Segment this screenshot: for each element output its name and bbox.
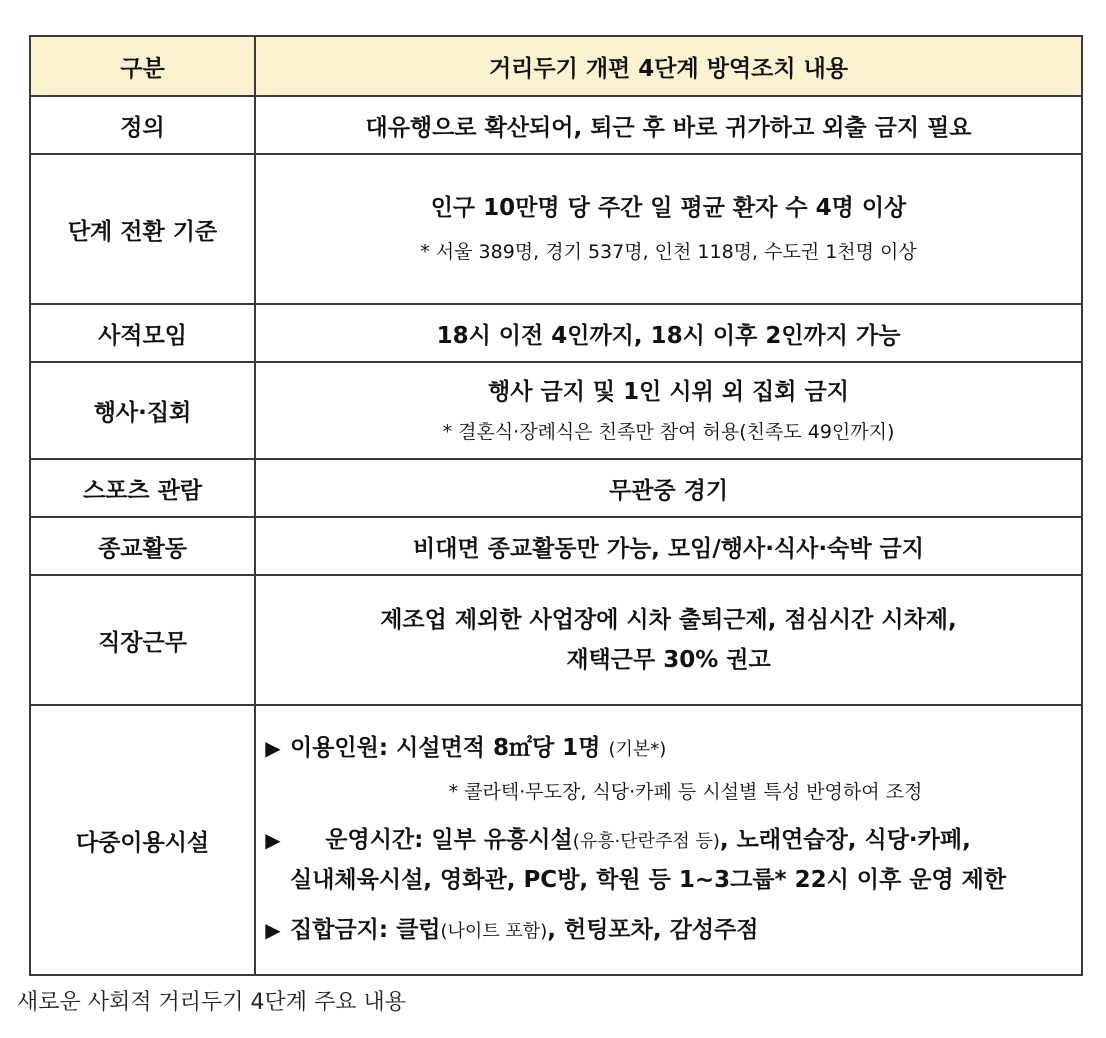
table-row (30, 705, 1082, 975)
row-label-facilities: 다중이용시설 (30, 705, 255, 975)
row-content-workplace (255, 575, 1082, 705)
row-content-events (255, 362, 1082, 459)
workplace-line-2: 재택근무 30% 권고 (566, 647, 771, 673)
row-content-criteria (255, 154, 1082, 304)
triangle-bullet-icon: ▶ (265, 918, 281, 942)
row-label-criteria: 단계 전환 기준 (30, 154, 255, 304)
row-content-religion: 비대면 종교활동만 가능, 모임/행사·식사·숙박 금지 (255, 517, 1082, 575)
triangle-bullet-icon: ▶ (265, 828, 281, 852)
image-caption: 새로운 사회적 거리두기 4단계 주요 내용 (17, 990, 406, 1015)
row-label-workplace: 직장근무 (30, 575, 255, 705)
table-row (30, 96, 1082, 154)
capacity-note: * 콜라텍·무도장, 식당·카페 등 시설별 특성 반영하여 조정 (448, 781, 923, 803)
events-note: * 결혼식·장례식은 친족만 참여 허용(친족도 49인까지) (442, 420, 895, 443)
table-row (30, 154, 1082, 304)
header-content-cell (255, 36, 1082, 96)
table-header-row (30, 36, 1082, 96)
workplace-line-1: 제조업 제외한 사업장에 시차 출퇴근제, 점심시간 시차제, (380, 607, 957, 633)
header-label-cell (30, 36, 255, 96)
measures-table (29, 35, 1083, 976)
row-content-facilities (255, 705, 1082, 975)
row-content-private-gathering: 18시 이전 4인까지, 18시 이후 2인까지 가능 (255, 304, 1082, 362)
facilities-item-capacity (256, 729, 1081, 769)
table-row (30, 362, 1082, 459)
row-label-private-gathering: 사적모임 (30, 304, 255, 362)
header-title: 거리두기 개편 4단계 방역조치 내용 (488, 55, 849, 82)
table-row (30, 517, 1082, 575)
row-label-definition: 정의 (30, 96, 255, 154)
ban-qualifier: (나이트 포함) (440, 921, 548, 942)
triangle-bullet-icon: ▶ (265, 736, 281, 760)
table-row (30, 575, 1082, 705)
facilities-item-ban (256, 911, 1081, 951)
table-row (30, 304, 1082, 362)
row-label-religion: 종교활동 (30, 517, 255, 575)
hours-text-b: , 노래연습장, 식당·카페, (719, 827, 971, 853)
ban-text-a: 집합금지: 클럽 (290, 917, 441, 943)
row-content-definition: 대유행으로 확산되어, 퇴근 후 바로 귀가하고 외출 금지 필요 (255, 96, 1082, 154)
hours-line-2: 실내체육시설, 영화관, PC방, 학원 등 1~3그룹* 22시 이후 운영 제한 (290, 867, 1007, 893)
capacity-text: 이용인원: 시설면적 8㎡당 1명 (290, 735, 601, 761)
criteria-main: 인구 10만명 당 주간 일 평균 환자 수 4명 이상 (430, 195, 907, 221)
row-label-sports: 스포츠 관람 (30, 459, 255, 517)
row-content-sports: 무관중 경기 (255, 459, 1082, 517)
hours-qualifier: (유흥·단란주점 등) (572, 831, 720, 852)
header-label: 구분 (120, 55, 165, 82)
row-label-events: 행사·집회 (30, 362, 255, 459)
capacity-qualifier: (기본*) (608, 739, 667, 760)
facilities-item-hours (256, 821, 1081, 899)
criteria-note: * 서울 389명, 경기 537명, 인천 118명, 수도권 1천명 이상 (420, 241, 917, 263)
ban-text-b: , 헌팅포차, 감성주점 (547, 917, 759, 943)
table-row (30, 459, 1082, 517)
hours-text-a: 운영시간: 일부 유흥시설 (325, 827, 573, 853)
events-main: 행사 금지 및 1인 시위 외 집회 금지 (488, 378, 849, 405)
